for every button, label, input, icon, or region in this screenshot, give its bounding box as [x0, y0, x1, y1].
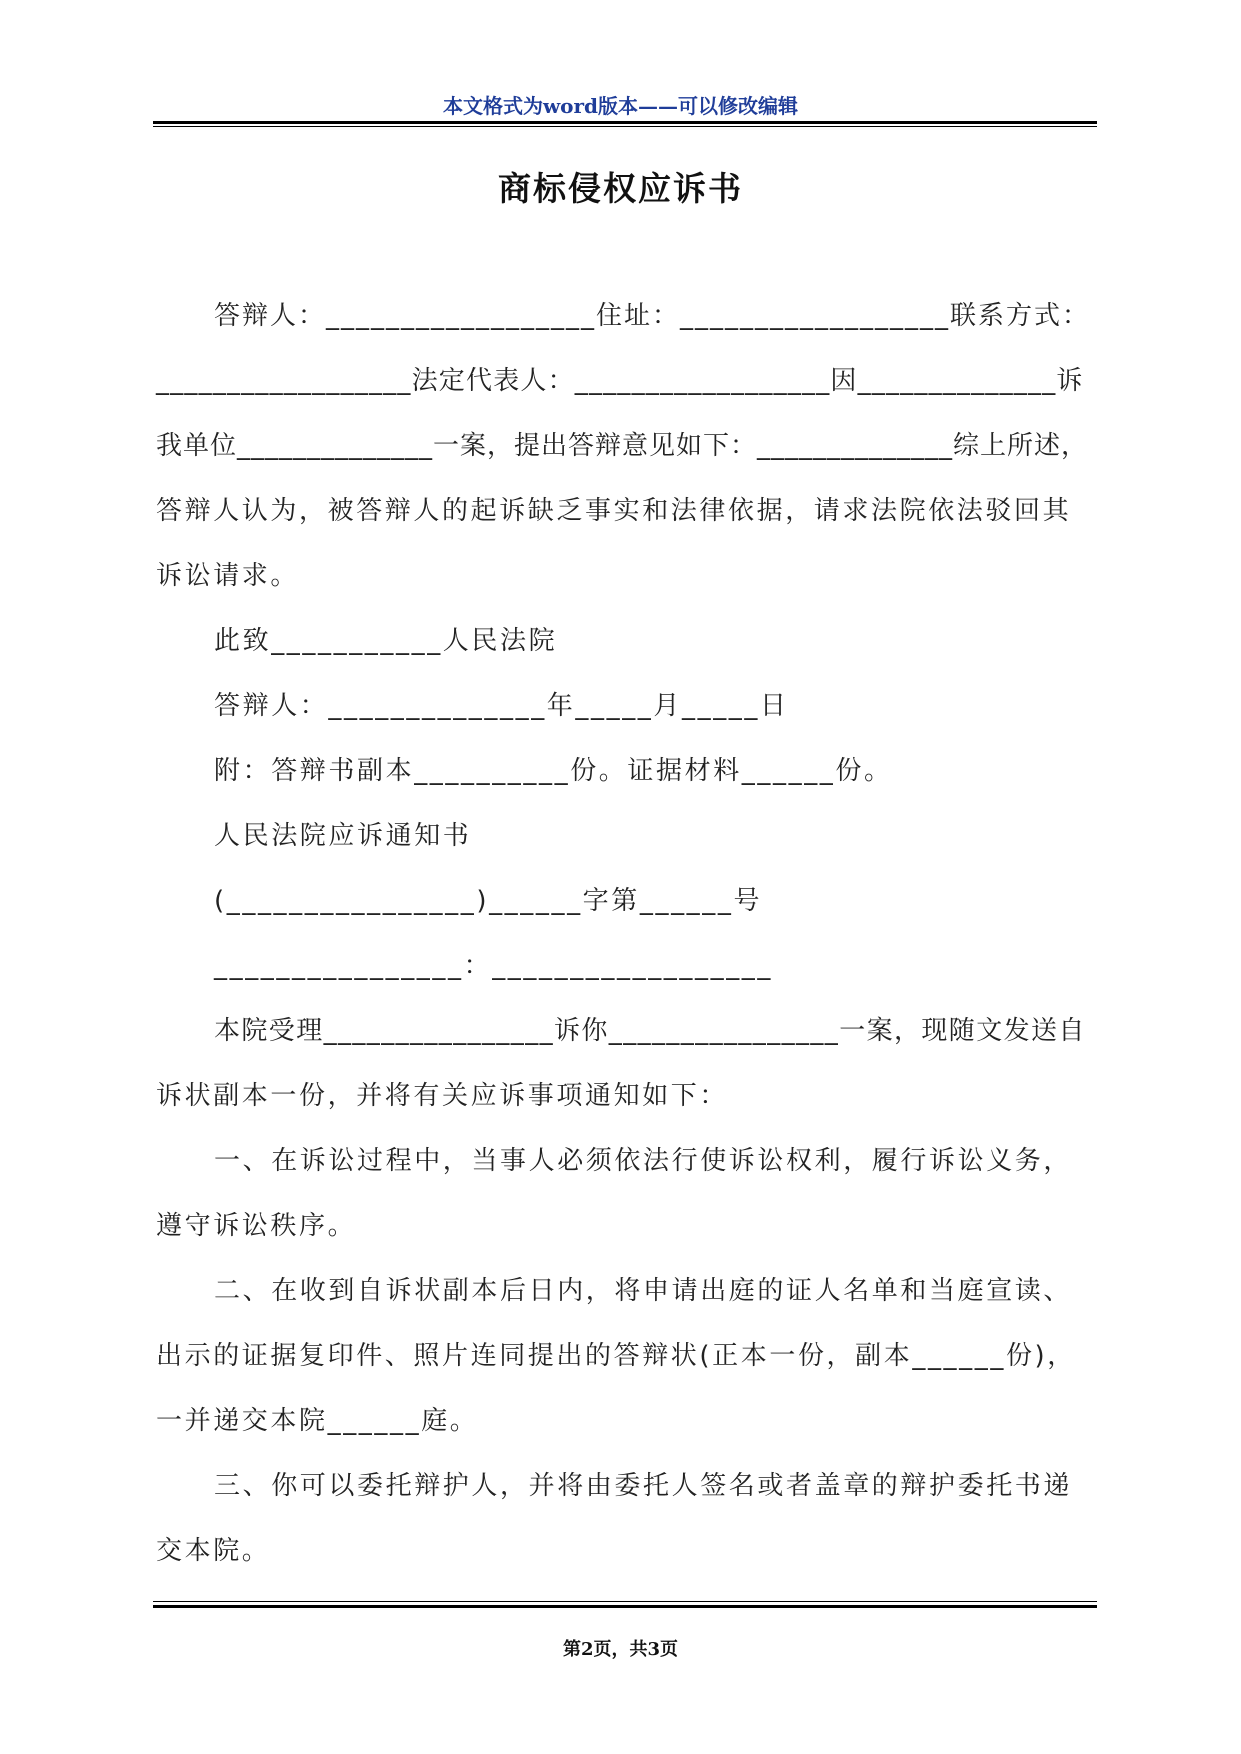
case-number-line: (________________)______字第______号: [214, 886, 763, 916]
body-line: 诉讼请求。: [156, 561, 300, 591]
body-line: 遵守诉讼秩序。: [156, 1211, 357, 1241]
page-number: 第2页，共3页: [562, 1639, 679, 1660]
recipient-line: ________________：__________________: [214, 951, 773, 981]
body-line: 三、你可以委托辩护人，并将由委托人签名或者盖章的辩护委托书递: [214, 1471, 1073, 1501]
document-title: 商标侵权应诉书: [498, 169, 743, 208]
body-line: __________________法定代表人：__________________因______________诉: [156, 366, 1084, 396]
footer-rule-thin: [153, 1601, 1097, 1602]
body-line: 交本院。: [156, 1536, 271, 1566]
body-line: 一、在诉讼过程中，当事人必须依法行使诉讼权利，履行诉讼义务，: [214, 1146, 1073, 1176]
body-line: 答辩人认为，被答辩人的起诉缺乏事实和法律依据，请求法院依法驳回其: [156, 496, 1072, 526]
body-line: 本院受理________________诉你________________一案，现随文发送自: [214, 1016, 1086, 1046]
notice-heading: 人民法院应诉通知书: [214, 821, 472, 851]
body-line: 二、在收到自诉状副本后日内，将申请出庭的证人名单和当庭宣读、: [214, 1276, 1073, 1306]
attachment-line: 附：答辩书副本__________份。证据材料______份。: [214, 756, 893, 786]
header-note: 本文格式为word版本——可以修改编辑: [442, 94, 799, 118]
header-rule-thick: [153, 121, 1097, 124]
body-line: 诉状副本一份，并将有关应诉事项通知如下：: [156, 1081, 729, 1111]
body-line: 出示的证据复印件、照片连同提出的答辩状(正本一份，副本______份)，: [156, 1341, 1076, 1371]
signature-date-line: 答辩人：______________年_____月_____日: [214, 691, 789, 721]
body-line: 我单位______________一案，提出答辩意见如下：______________综上所述，: [156, 431, 1089, 461]
body-line: 答辩人：__________________住址：__________________联系方式：: [214, 301, 1091, 331]
footer-rule-thick: [153, 1605, 1097, 1608]
header-rule-thin: [153, 126, 1097, 127]
addressee-line: 此致___________人民法院: [214, 626, 558, 656]
body-line: 一并递交本院______庭。: [156, 1406, 479, 1436]
